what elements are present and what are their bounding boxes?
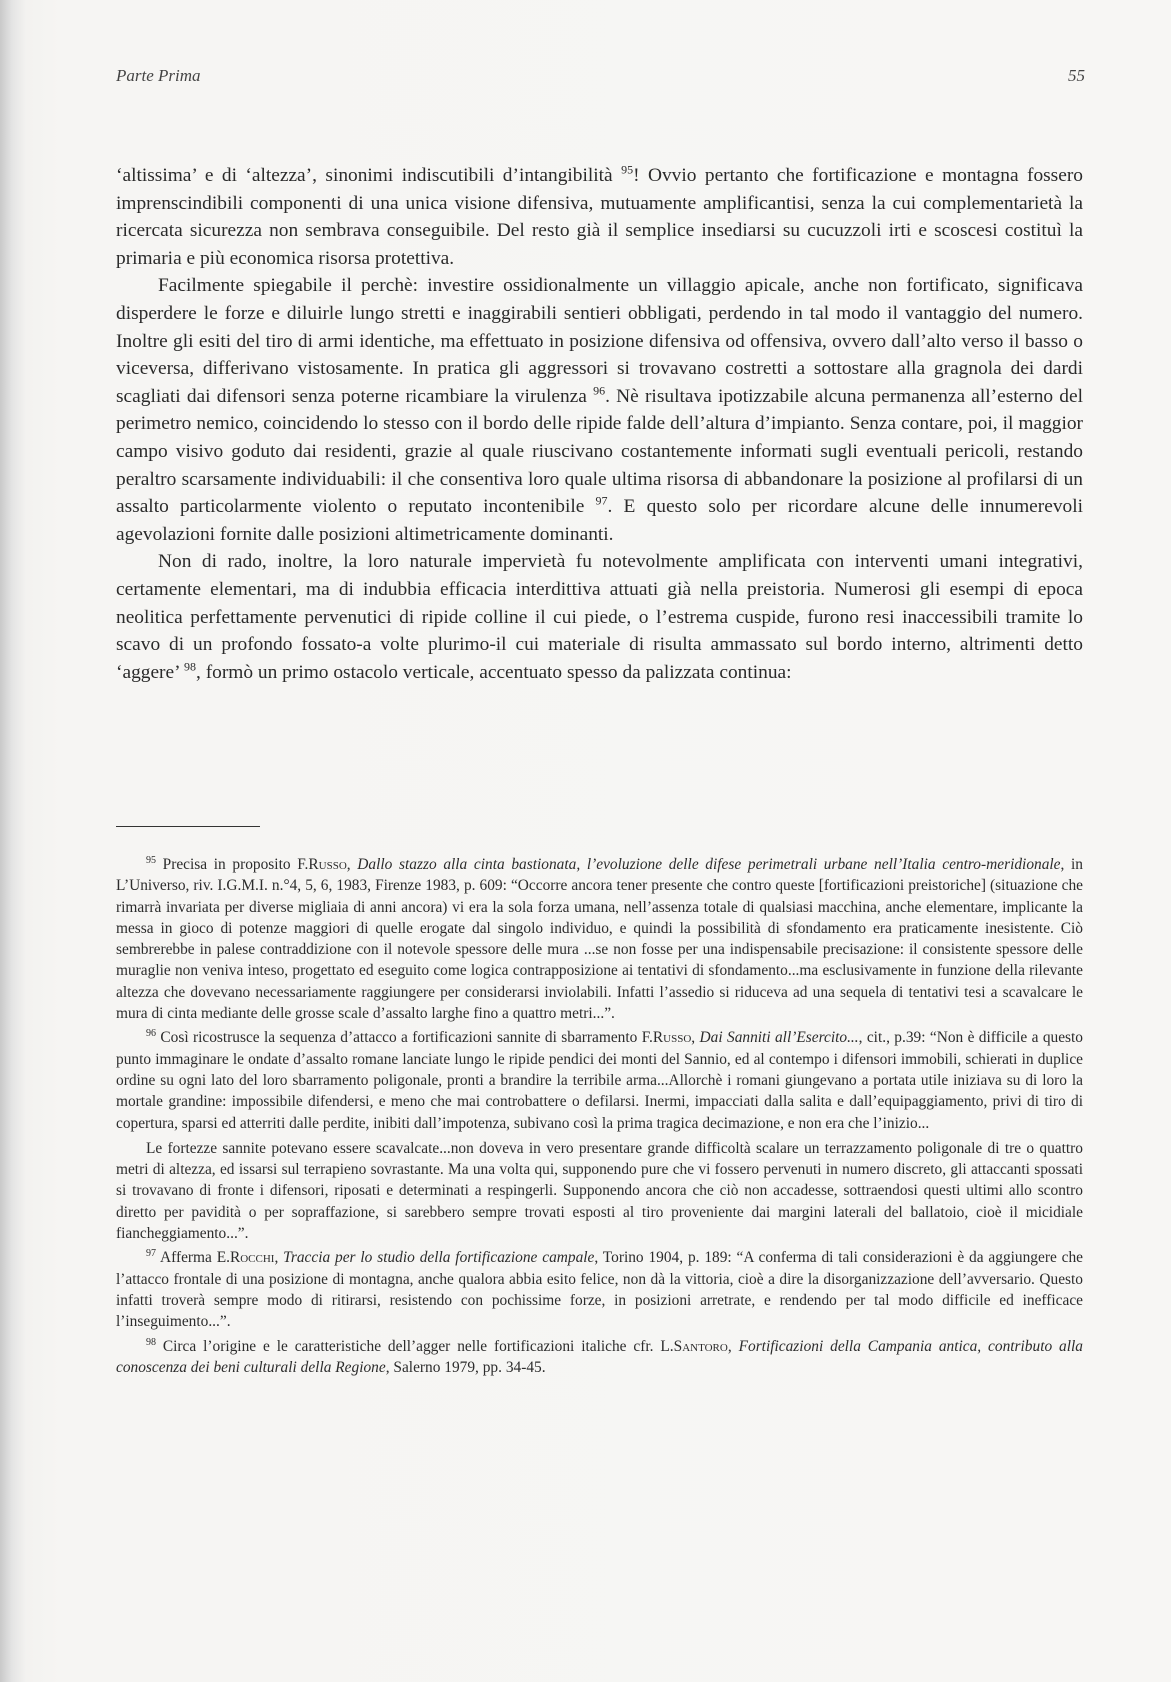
footnote-ref-97[interactable]: 97 [595,493,608,508]
footnotes [116,854,1083,1381]
running-title: Parte Prima [116,66,201,85]
page-number: 55 [1068,66,1085,85]
footnote-96-continued: Le fortezze sannite potevano essere scavalcate...non doveva in vero presentare grande difficoltà scalare un terrazzamento poligonale di tre o quattro metri di altezza, ed issarsi sul terrapieno sovrastante. Ma una volta qui, supponendo pure che vi fossero pervenuti in numero discreto, gli attaccanti spossati si trovavano di fronte i difensori, riposati e determinati a respingerli. Supponendo ancora che ciò non accadesse, sottraendosi questi ultimi allo scontro diretto per pavidità o per sopraffazione, si sarebbero sempre trovati esposti al tiro proveniente dai margini laterali del ballatoio, cioè il micidiale fiancheggiamento...”. [116,1139,1083,1243]
paragraph-2: Facilmente spiegabile il perchè: investire ossidionalmente un villaggio apicale, anche non fortificato, significava disperdere le forze e diluirle lungo stretti e inaggirabili sentieri obbligati, perdendo in tal modo il vantaggio del numero. Inoltre gli esiti del tiro di armi identiche, ma effettuato in posizione difensiva od offensiva, ovvero dall’alto verso il basso o viceversa, differivano vistosamente. In pratica gli aggressori si trovavano costretti a sottostare alla gragnola dei dardi scagliati dai difensori senza poterne ricambiare la virulenza $^{96}$. Nè risultava ipotizzabile alcuna permanenza all’esterno del perimetro nemico, coincidendo lo stesso con il bordo delle ripide falde dell’altura d’impianto. Senza contare, poi, il maggior campo visivo goduto dai residenti, grazie al quale riuscivano costantemente informati sugli eventuali pericoli, restando peraltro scarsamente individuabili: il che consentiva loro quale ultima risorsa di abbandonare la posizione al profilarsi di un assalto particolarmente violento o reputato incontenibile $^{97}$. E questo solo per ricordare alcune delle innumerevoli agevolazioni fornite dalle posizioni altimetricamente dominanti. [116,275,1083,545]
footnote-96: $^{96}$ Così ricostrusce la sequenza d’attacco a fortificazioni sannite di sbarramento F.Russo, Dai Sanniti all’Esercito..., cit., p.39: “Non è difficile a questo punto immaginare le ondate d’assalto romane lanciate lungo le ripide pendici dei monti del Sannio, ed al contempo i difensori immobili, schierati in duplice ordine su ogni lato del loro sbarramento poligonale, pronti a brandire la terribile arma...Allorchè i romani giungevano a portata utile iniziava su di loro la mortale grandine: impossibile difendersi, e meno che mai controbattere o defilarsi. Inermi, impacciati dalla salita e dall’equipaggiamento, privi di tiro di copertura, sparsi ed atterriti dalle perdite, inibiti dall’impotenza, subivano così la prima tragica decimazione, e non era che l’inizio... [116,1028,1084,1132]
main-text [116,162,1083,686]
footnote-95: $^{95}$ Precisa in proposito F.Russo, Dallo stazzo alla cinta bastionata, l’evoluzione delle difese perimetrali urbane nell’Italia centro-meridionale, in L’Universo, riv. I.G.M.I. n.°4, 5, 6, 1983, Firenze 1983, p. 609: “Occorre ancora tener presente che contro queste [fortificazioni preistoriche] (situazione che rimarrà invariata per diverse migliaia di anni ancora) vi era la sola forza umana, nell’assenza totale di qualsiasi macchina, anche elementare, implicante la messa in gioco di potenze maggiori di quelle erogate dal singolo individuo, e quindi la possibilità di sfondamento era praticamente inesistente. Ciò sembrerebbe in palese contraddizione con il notevole spessore delle mura ...se non fosse per una indispensabile precisazione: il consistente spessore delle muraglie non veniva inteso, progettato ed eseguito come logica contrapposizione ai tentativi di sfondamento...ma esclusivamente in funzione della rilevante altezza che dovevano necessariamente raggiungere per considerarsi inviolabili. Infatti l’assedio si riduceva ad una sequela di tentativi tesi a scavalcare le mura di cinta mediante delle grosse scale d’assalto larghe fino a quattro metri...”. [116,854,1083,1023]
paragraph-3: Non di rado, inoltre, la loro naturale impervietà fu notevolmente amplificata con interventi umani integrativi, certamente elementari, ma di indubbia efficacia interdittiva attuati già nella preistoria. Numerosi gli esempi di epoca neolitica perfettamente pervenutici di ripide colline il cui piede, o l’estrema cuspide, furono resi inaccessibili tramite lo scavo di un profondo fossato-a volte plurimo-il cui materiale di risulta ammassato sul bordo interno, altrimenti detto ‘aggere’ $^{98}$, formò un primo ostacolo verticale, accentuato spesso da palizzata continua: [116,551,1083,683]
footnote-ref-96[interactable]: 96 [593,383,606,398]
footnote-ref-95[interactable]: 95 [621,162,634,177]
page-header [116,66,1085,90]
footnote-98: $^{98}$ Circa l’origine e le caratteristiche dell’agger nelle fortificazioni italiche cfr. L.Santoro, Fortificazioni della Campania antica, contributo alla conoscenza dei beni culturali della Regione, Salerno 1979, pp. 34-45. [116,1336,1083,1376]
footnote-ref-98[interactable]: 98 [184,659,196,674]
paragraph-1: ‘altissima’ e di ‘altezza’, sinonimi indiscutibili d’intangibilità $^{95}$! Ovvio pertanto che fortificazione e montagna fossero imprenscindibili componenti di una unica visione difensiva, mutuamente amplificantisi, senza la cui complementarietà la ricercata sicurezza non sembrava conseguibile. Del resto già il semplice insediarsi su cucuzzoli irti e scoscesi costituì la primaria e più economica risorsa protettiva. [116,162,1083,269]
footnote-separator [116,826,260,827]
footnote-97: $^{97}$ Afferma E.Rocchi, Traccia per lo studio della fortificazione campale, Torino 1904, p. 189: “A conferma di tali considerazioni è da aggiungere che l’attacco frontale di una posizione di montagna, anche qualora abbia esito felice, non dà la vittoria, cioè a dire la disorganizzazione dell’avversario. Questo infatti troverà sempre modo di ritirarsi, resistendo con pochissime forze, in posizioni arretrate, e rendendo per tal modo difficile ed inefficace l’inseguimento...”. [116,1248,1083,1331]
